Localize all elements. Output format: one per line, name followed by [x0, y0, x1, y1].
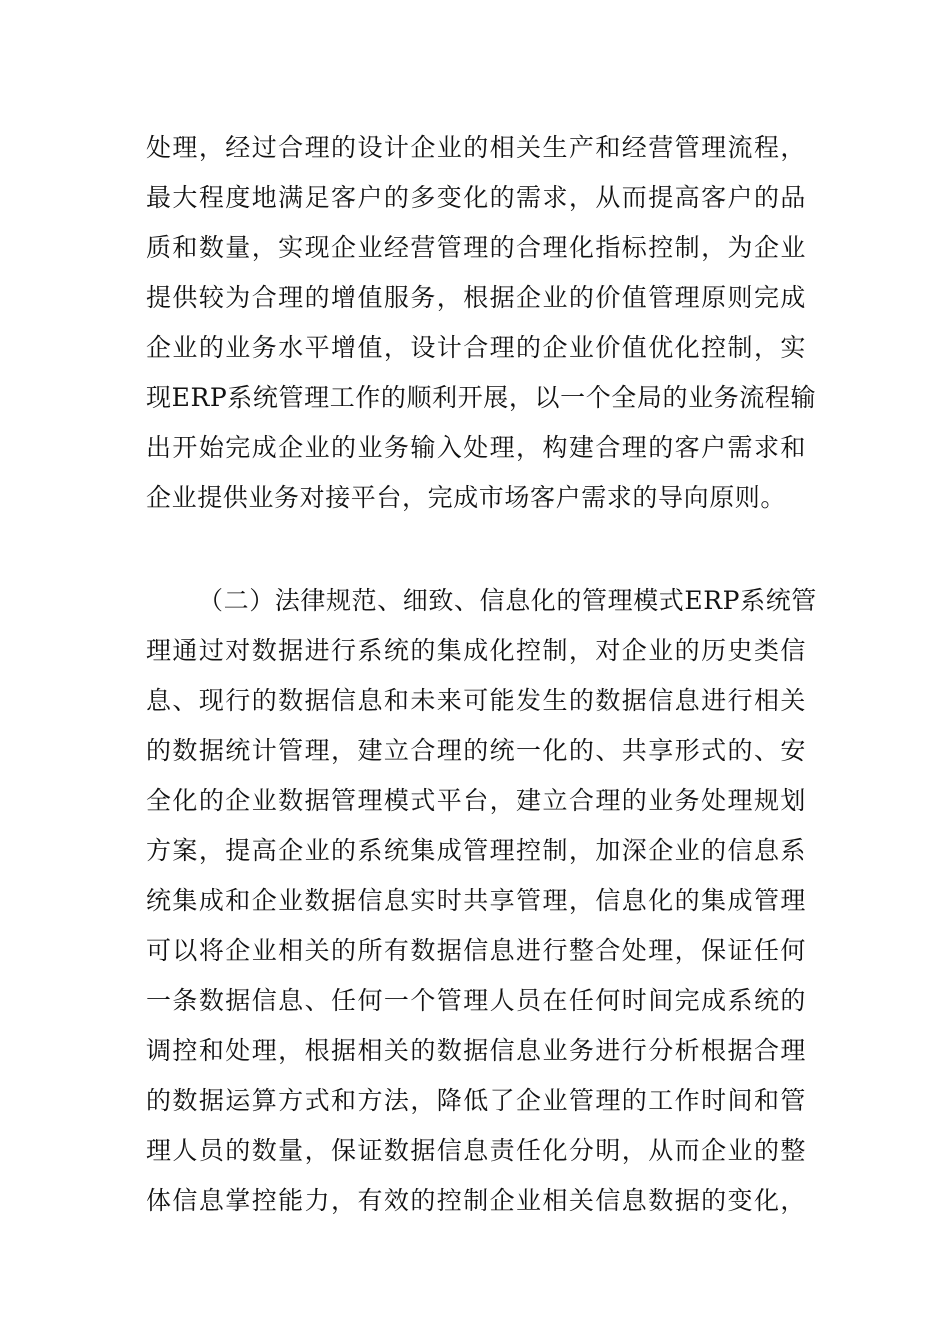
paragraph-1 [146, 123, 817, 523]
section-heading-line: （二）法律规范、细致、信息化的管理模式ERP系统管 [198, 586, 817, 615]
text-line: 现ERP系统管理工作的顺利开展，以一个全局的业务流程输 [146, 383, 817, 412]
text-line: 调控和处理，根据相关的数据信息业务进行分析根据合理 [146, 1036, 806, 1065]
text-line: 息、现行的数据信息和未来可能发生的数据信息进行相关 [146, 686, 806, 715]
text-line: 的数据统计管理，建立合理的统一化的、共享形式的、安 [146, 736, 806, 765]
text-line: 体信息掌控能力，有效的控制企业相关信息数据的变化， [146, 1186, 806, 1215]
text-line: 统集成和企业数据信息实时共享管理，信息化的集成管理 [146, 886, 806, 915]
text-line: 理通过对数据进行系统的集成化控制，对企业的历史类信 [146, 636, 806, 665]
text-line: 一条数据信息、任何一个管理人员在任何时间完成系统的 [146, 986, 806, 1015]
text-line: 质和数量，实现企业经营管理的合理化指标控制，为企业 [146, 233, 806, 262]
text-line: 可以将企业相关的所有数据信息进行整合处理，保证任何 [146, 936, 806, 965]
paragraph-2 [146, 576, 817, 1226]
text-line: 出开始完成企业的业务输入处理，构建合理的客户需求和 [146, 433, 806, 462]
text-line: 方案，提高企业的系统集成管理控制，加深企业的信息系 [146, 836, 806, 865]
text-line: 的数据运算方式和方法，降低了企业管理的工作时间和管 [146, 1086, 806, 1115]
text-line: 企业的业务水平增值，设计合理的企业价值优化控制，实 [146, 333, 806, 362]
text-line: 理人员的数量，保证数据信息责任化分明，从而企业的整 [146, 1136, 806, 1165]
text-line: 提供较为合理的增值服务，根据企业的价值管理原则完成 [146, 283, 806, 312]
text-line: 企业提供业务对接平台，完成市场客户需求的导向原则。 [146, 483, 787, 512]
text-line: 最大程度地满足客户的多变化的需求，从而提高客户的品 [146, 183, 806, 212]
text-line: 全化的企业数据管理模式平台，建立合理的业务处理规划 [146, 786, 806, 815]
text-line: 处理，经过合理的设计企业的相关生产和经营管理流程， [146, 133, 806, 162]
